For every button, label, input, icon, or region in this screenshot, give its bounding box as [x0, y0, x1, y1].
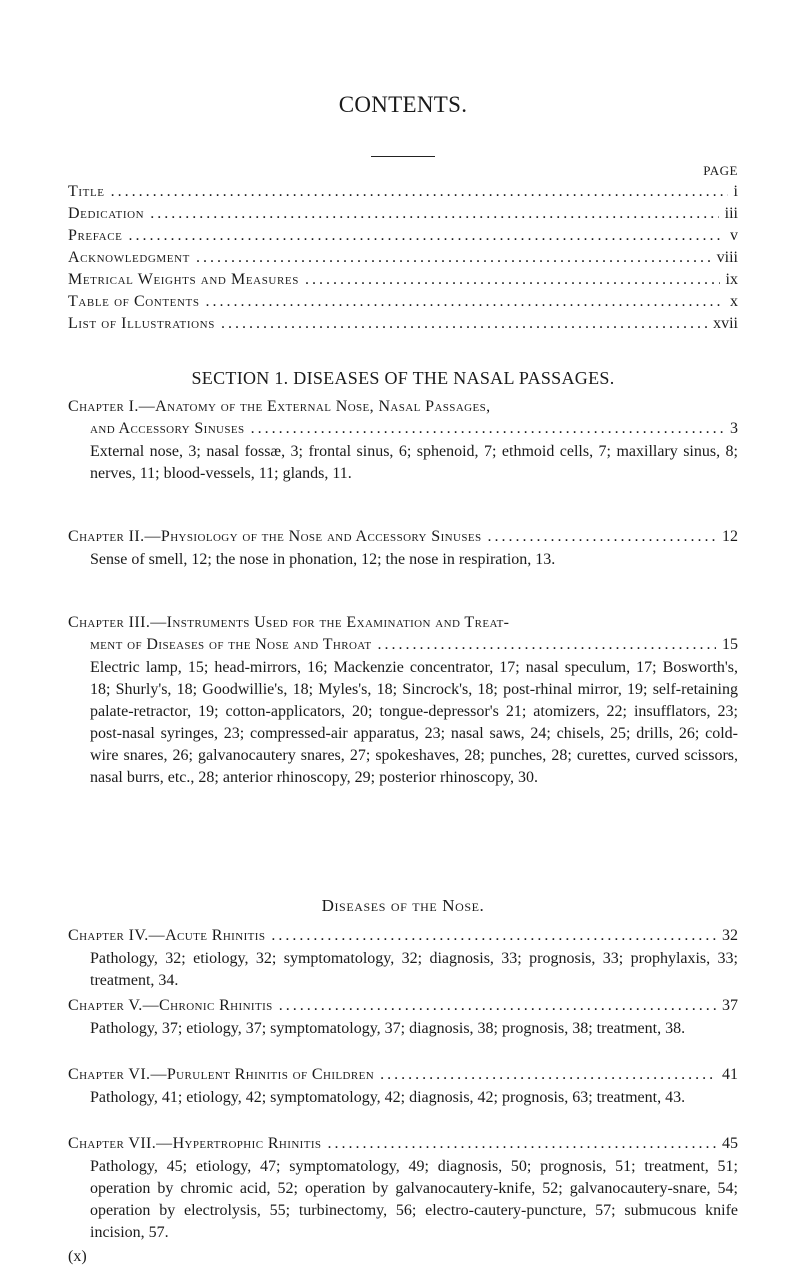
chapter-page: 41 — [722, 1066, 738, 1083]
leader-dots — [271, 925, 716, 947]
chapter-topics: Pathology, 45; etiology, 47; symptomatology, 49; diagnosis, 50; prognosis, 51; treatment, 51; operation by chromic acid, 52; operation by galvanocautery-knife, 52; galvanocautery-snare, 54; operation by electrolysis, 55; turbinectomy, 56; electro-cautery-puncture, 57; submucous knife incision, 57. — [90, 1158, 738, 1241]
chapter-page: 3 — [730, 420, 738, 437]
toc-entry-dedication[interactable] — [68, 203, 738, 225]
toc-entry-page: ix — [725, 271, 738, 288]
chapter-entry[interactable] — [68, 1064, 738, 1109]
toc-entry-acknowledgment[interactable] — [68, 247, 738, 269]
leader-dots — [279, 995, 716, 1017]
toc-entry-illustrations[interactable] — [68, 313, 738, 335]
chapter-title-line: Chapter II.—Physiology of the Nose and Accessory Sinuses — [68, 528, 482, 545]
chapter-topics: External nose, 3; nasal fossæ, 3; frontal sinus, 6; sphenoid, 7; ethmoid cells, 7; maxillary sinus, 8; nerves, 11; blood-vessels, 11; glands, 11. — [90, 443, 738, 482]
leader-dots — [327, 1133, 716, 1155]
toc-entry-page: v — [730, 227, 738, 244]
page-title: CONTENTS. — [338, 92, 468, 117]
chapter-topics: Electric lamp, 15; head-mirrors, 16; Mackenzie concentrator, 17; nasal speculum, 17; Bosworth's, 18; Shurly's, 18; Goodwillie's, 18; Myles's, 18; Sincrock's, 18; post-rhinal mirror, 19; self-retaining palate-retractor, 19; cotton-applicators, 20; tongue-depressor's 21; atomizers, 22; insufflators, 23; post-nasal syringes, 23; compressed-air apparatus, 23; nasal saws, 24; chisels, 25; drills, 26; cold-wire snares, 26; galvanocautery snares, 27; spokeshaves, 28; punches, 28; curettes, curved scissors, nasal burrs, etc., 28; anterior rhinoscopy, 29; posterior rhinoscopy, 30. — [90, 659, 738, 786]
chapter-title-line: Chapter IV.—Acute Rhinitis — [68, 927, 266, 944]
leader-dots — [150, 203, 718, 225]
leader-dots — [221, 313, 707, 335]
chapter-title-line: Chapter III.—Instruments Used for the Examination and Treat- — [68, 614, 510, 631]
page-column-label: PAGE — [703, 163, 738, 178]
chapter-topics: Pathology, 37; etiology, 37; symptomatology, 37; diagnosis, 38; prognosis, 38; treatment, 38. — [90, 1020, 686, 1037]
page-folio: (x) — [68, 1248, 87, 1265]
toc-entry-weights-measures[interactable] — [68, 269, 738, 291]
toc-entry-title[interactable] — [68, 181, 738, 203]
title-divider — [371, 156, 435, 157]
chapter-title-line: Chapter I.—Anatomy of the External Nose, Nasal Passages, — [68, 398, 491, 415]
toc-entry-label: Table of Contents — [68, 293, 200, 310]
chapter-entry[interactable] — [68, 612, 738, 789]
subsection-title: Diseases of the Nose. — [321, 896, 485, 915]
toc-entry-label: Preface — [68, 227, 123, 244]
toc-entry-page: i — [733, 183, 738, 200]
chapter-title-line: Chapter VI.—Purulent Rhinitis of Children — [68, 1066, 375, 1083]
toc-entry-table-of-contents[interactable] — [68, 291, 738, 313]
toc-entry-label: Metrical Weights and Measures — [68, 271, 299, 288]
toc-entry-page: iii — [724, 205, 738, 222]
leader-dots — [128, 225, 724, 247]
leader-dots — [488, 526, 716, 548]
chapter-title-line: Chapter V.—Chronic Rhinitis — [68, 997, 273, 1014]
leader-dots — [206, 291, 724, 313]
chapter-title-line: ment of Diseases of the Nose and Throat — [90, 636, 372, 653]
chapter-entry[interactable] — [68, 526, 738, 571]
chapter-entry[interactable] — [68, 1133, 738, 1244]
chapter-title-line: Chapter VII.—Hypertrophic Rhinitis — [68, 1135, 322, 1152]
chapter-page: 15 — [722, 636, 738, 653]
chapter-page: 32 — [722, 927, 738, 944]
toc-entry-page: x — [730, 293, 738, 310]
section-title: SECTION 1. DISEASES OF THE NASAL PASSAGES. — [191, 368, 615, 388]
leader-dots — [305, 269, 720, 291]
chapter-entry[interactable] — [68, 925, 738, 992]
toc-entry-label: Acknowledgment — [68, 249, 190, 266]
chapter-page: 12 — [722, 528, 738, 545]
toc-entry-label: Dedication — [68, 205, 145, 222]
leader-dots — [111, 181, 728, 203]
chapter-entry[interactable] — [68, 396, 738, 485]
chapter-topics: Pathology, 41; etiology, 42; symptomatology, 42; diagnosis, 42; prognosis, 63; treatment, 43. — [90, 1089, 686, 1106]
chapter-page: 37 — [722, 997, 738, 1014]
toc-entry-preface[interactable] — [68, 225, 738, 247]
toc-entry-label: List of Illustrations — [68, 315, 215, 332]
toc-entry-page: viii — [716, 249, 738, 266]
chapter-title-line: and Accessory Sinuses — [90, 420, 245, 437]
leader-dots — [251, 418, 724, 440]
toc-entry-page: xvii — [713, 315, 738, 332]
leader-dots — [196, 247, 711, 269]
leader-dots — [380, 1064, 716, 1086]
leader-dots — [378, 634, 716, 656]
chapter-entry[interactable] — [68, 995, 738, 1040]
chapter-topics: Pathology, 32; etiology, 32; symptomatology, 32; diagnosis, 33; prognosis, 33; prophylaxis, 33; treatment, 34. — [90, 950, 738, 989]
chapter-page: 45 — [722, 1135, 738, 1152]
toc-entry-label: Title — [68, 183, 105, 200]
chapter-topics: Sense of smell, 12; the nose in phonation, 12; the nose in respiration, 13. — [90, 551, 556, 568]
